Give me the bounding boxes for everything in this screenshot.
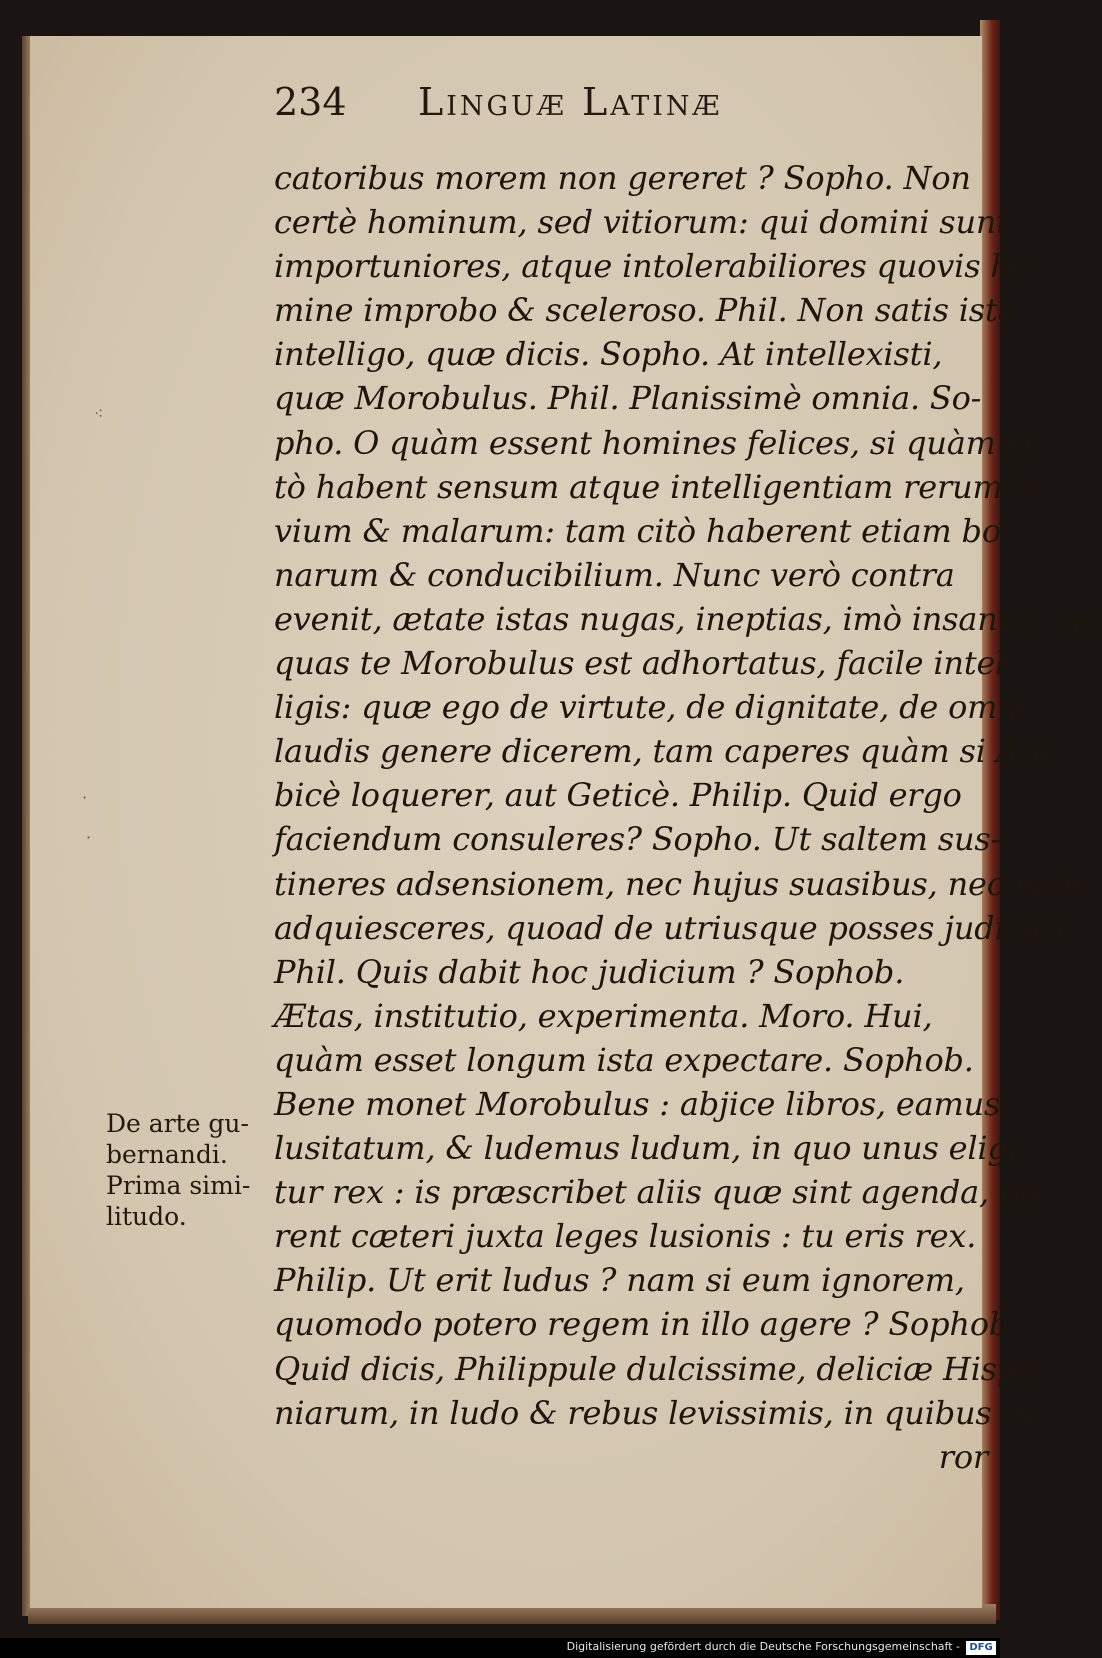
book-page xyxy=(30,36,1102,1608)
running-head-title: Linguæ Latinæ xyxy=(418,80,723,124)
text-line: Ætas, institutio, experimenta. Moro. Hui, xyxy=(274,996,933,1035)
text-line: tineres adsensionem, nec hujus suasibus, nec meis xyxy=(274,864,1090,903)
text-line: laudis genere dicerem, tam caperes quàm si Ara- xyxy=(274,732,1064,771)
text-line: tur rex : is præscribet aliis quæ sint agenda, pa- xyxy=(274,1173,1049,1212)
dfg-logo: DFG xyxy=(966,1641,996,1655)
text-line: importuniores, atque intolerabiliores quovis ho- xyxy=(274,247,1041,286)
text-line: catoribus morem non gereret ? Sopho. Non xyxy=(274,159,971,197)
text-line: Quid dicis, Philippule dulcissime, deliciæ Hispa- xyxy=(274,1349,1047,1388)
marginal-note-line: Prima simi- xyxy=(106,1171,251,1200)
catchword: ror xyxy=(938,1437,988,1476)
text-line: bicè loquerer, aut Geticè. Philip. Quid ergo xyxy=(274,776,962,815)
credit-bar xyxy=(0,1638,1000,1658)
text-line: niarum, in ludo & rebus levissimis, in quibus er- xyxy=(274,1393,1047,1432)
text-line: adquiesceres, quoad de utriusque posses judicare. xyxy=(274,908,1086,947)
text-line: intelligo, quæ dicis. Sopho. At intellexisti, xyxy=(274,335,943,374)
text-line: quas te Morobulus est adhortatus, facile intel- xyxy=(274,644,1016,683)
margin-speck: · xyxy=(86,828,92,847)
text-line: certè hominum, sed vitiorum: qui domini sunt xyxy=(274,203,1009,242)
text-line: quomodo potero regem in illo agere ? Sophob. xyxy=(274,1305,1020,1344)
text-line: Bene monet Morobulus : abjice libros, eamus xyxy=(274,1084,1001,1123)
marginal-note xyxy=(106,1108,276,1232)
margin-speck: ⁖ xyxy=(94,404,104,423)
marginal-note-line: De arte gu- xyxy=(106,1109,249,1138)
text-line: pho. O quàm essent homines felices, si quàm ci- xyxy=(274,423,1045,462)
running-head xyxy=(274,80,994,140)
text-line: quæ Morobulus. Phil. Planissimè omnia. So- xyxy=(274,379,982,418)
text-line: mine improbo & sceleroso. Phil. Non satis ista xyxy=(274,291,1017,330)
text-line: vium & malarum: tam citò haberent etiam bo- xyxy=(274,511,1012,550)
page-number: 234 xyxy=(274,80,347,124)
text-line: narum & conducibilium. Nunc verò contra xyxy=(274,555,955,594)
text-line: quàm esset longum ista expectare. Sophob. xyxy=(274,1040,974,1079)
marginal-note-line: litudo. xyxy=(106,1202,187,1231)
body-text xyxy=(274,156,1102,1479)
text-line: tò habent sensum atque intelligentiam rerum le- xyxy=(274,467,1053,506)
text-line: faciendum consuleres? Sopho. Ut saltem sus- xyxy=(274,820,1002,859)
margin-speck: · xyxy=(82,788,88,807)
text-line: rent cæteri juxta leges lusionis : tu eris rex. xyxy=(274,1217,977,1256)
text-line: evenit, ætate istas nugas, ineptias, imò insanias, ad xyxy=(274,599,1102,638)
text-line: lusitatum, & ludemus ludum, in quo unus eligi- xyxy=(274,1129,1029,1168)
text-line: Phil. Quis dabit hoc judicium ? Sophob. xyxy=(274,952,905,991)
text-line: ligis: quæ ego de virtute, de dignitate, de omni xyxy=(274,688,1028,727)
digitization-credit: Digitalisierung gefördert durch die Deutsche Forschungsgemeinschaft - xyxy=(566,1640,960,1653)
text-line: Philip. Ut erit ludus ? nam si eum ignorem, xyxy=(274,1261,965,1300)
marginal-note-line: bernandi. xyxy=(106,1140,228,1169)
